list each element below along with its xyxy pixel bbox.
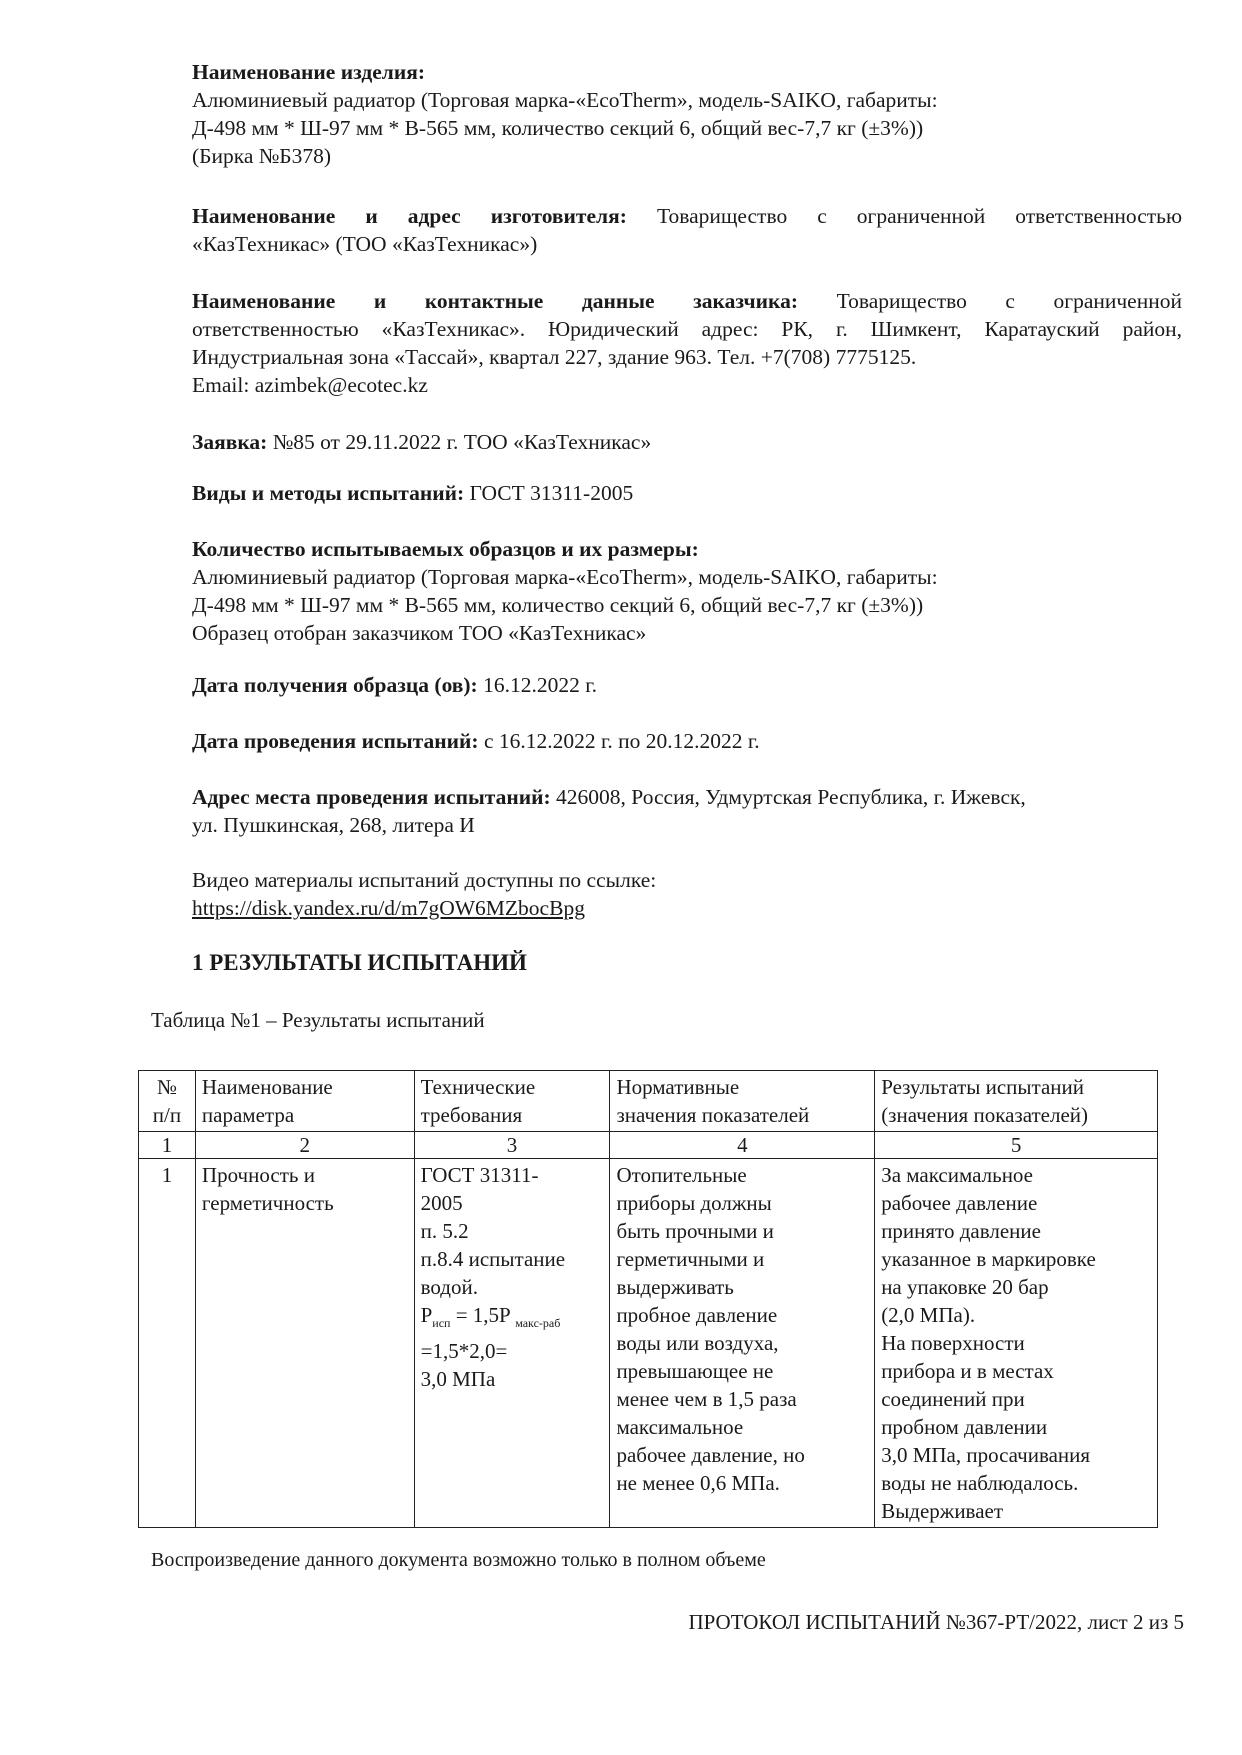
- customer-line1: [192, 287, 1182, 315]
- column-number: 5: [875, 1132, 1158, 1159]
- section-title: 1 РЕЗУЛЬТАТЫ ИСПЫТАНИЙ: [192, 950, 527, 975]
- protocol-footer: ПРОТОКОЛ ИСПЫТАНИЙ №367-РТ/2022, лист 2 из 5: [688, 1610, 1184, 1634]
- test-dates-value: с 16.12.2022 г. по 20.12.2022 г.: [483, 729, 760, 753]
- samples-section: [192, 535, 1182, 647]
- column-number: 3: [414, 1132, 610, 1159]
- column-number: 1: [139, 1132, 196, 1159]
- manufacturer-line2: «КазТехникас» (ТОО «КазТехникас»): [192, 232, 538, 256]
- test-address-line2: ул. Пушкинская, 268, литера И: [192, 813, 475, 837]
- samples-line: Д-498 мм * Ш-97 мм * В-565 мм, количество секций 6, общий вес-7,7 кг (±3%)): [192, 593, 924, 617]
- receipt-date-label: Дата получения образца (ов):: [192, 673, 478, 697]
- table-row: [139, 1159, 1158, 1528]
- test-address-section: [192, 783, 1182, 839]
- manufacturer-section: [192, 202, 1182, 258]
- manufacturer-label: Наименование и адрес изготовителя:: [192, 204, 627, 228]
- application-value: №85 от 29.11.2022 г. ТОО «КазТехникас»: [272, 430, 652, 454]
- customer-line: ответственностью «КазТехникас». Юридический адрес: РК, г. Шимкент, Каратауский район,: [192, 317, 1182, 341]
- customer-name: Товарищество с ограниченной: [836, 289, 1182, 313]
- table-column-numbers-row: [139, 1132, 1158, 1159]
- test-dates-section: [192, 727, 1182, 755]
- test-types-value: ГОСТ 31311-2005: [469, 481, 634, 505]
- product-line: Алюминиевый радиатор (Торговая марка-«EcoTherm», модель-SAIKO, габариты:: [192, 88, 938, 112]
- column-number: 2: [195, 1132, 414, 1159]
- column-number: 4: [610, 1132, 875, 1159]
- video-section: [192, 866, 1182, 922]
- application-label: Заявка:: [192, 430, 268, 454]
- product-line: (Бирка №Б378): [192, 144, 332, 168]
- header-cell-norms: Нормативные значения показателей: [610, 1071, 875, 1132]
- row-number: 1: [139, 1159, 196, 1528]
- customer-line: Индустриальная зона «Тассай», квартал 227, здание 963. Тел. +7(708) 7775125.: [192, 345, 917, 369]
- table-header-row: [139, 1071, 1158, 1132]
- samples-label: Количество испытываемых образцов и их размеры:: [192, 537, 699, 561]
- customer-label: Наименование и контактные данные заказчика:: [192, 289, 799, 313]
- receipt-date-value: 16.12.2022 г.: [483, 673, 597, 697]
- row-requirements: ГОСТ 31311- 2005 п. 5.2 п.8.4 испытание водой. $P_{исп} = 1,5P$ $_{макс-раб}$ =1,5*2,0= 3,0 МПа: [414, 1159, 610, 1528]
- test-address-line1: 426008, Россия, Удмуртская Республика, г. Ижевск,: [556, 785, 1026, 809]
- test-address-label: Адрес места проведения испытаний:: [192, 785, 551, 809]
- video-link[interactable]: https://disk.yandex.ru/d/m7gOW6MZbocBpg: [192, 896, 585, 920]
- product-line: Д-498 мм * Ш-97 мм * В-565 мм, количество секций 6, общий вес-7,7 кг (±3%)): [192, 116, 924, 140]
- product-label: Наименование изделия:: [192, 60, 426, 84]
- header-cell-requirements: Технические требования: [414, 1071, 610, 1132]
- receipt-date-section: [192, 671, 1182, 699]
- header-cell-number: № п/п: [139, 1071, 196, 1132]
- header-cell-parameter: Наименование параметра: [195, 1071, 414, 1132]
- row-results: За максимальное рабочее давление принято давление указанное в маркировке на упаковке 20 бар (2,0 МПа). На поверхности прибора и в местах соединений при пробном давлении 3,0 МПа, просачивания воды не наблюдалось. Выдерживает: [875, 1159, 1158, 1528]
- test-types-label: Виды и методы испытаний:: [192, 481, 465, 505]
- reproduction-note: Воспроизведение данного документа возможно только в полном объеме: [151, 1549, 766, 1571]
- samples-line: Образец отобран заказчиком ТОО «КазТехникас»: [192, 621, 647, 645]
- samples-line: Алюминиевый радиатор (Торговая марка-«EcoTherm», модель-SAIKO, габариты:: [192, 565, 938, 589]
- results-table: [138, 1070, 1158, 1528]
- manufacturer-line1: [192, 202, 1182, 230]
- customer-section: [192, 287, 1182, 399]
- manufacturer-name: Товарищество с ограниченной ответственностью: [656, 204, 1183, 228]
- test-types-section: [192, 479, 1182, 507]
- product-section: [192, 58, 1182, 170]
- customer-email: Email: azimbek@ecotec.kz: [192, 373, 428, 397]
- video-text: Видео материалы испытаний доступны по ссылке:: [192, 868, 657, 892]
- application-section: [192, 428, 1182, 456]
- header-cell-results: Результаты испытаний (значения показателей): [875, 1071, 1158, 1132]
- row-parameter: Прочность и герметичность: [195, 1159, 414, 1528]
- row-norms: Отопительные приборы должны быть прочными и герметичными и выдерживать пробное давление воды или воздуха, превышающее не менее чем в 1,5 раза максимальное рабочее давление, но не менее 0,6 МПа.: [610, 1159, 875, 1528]
- test-dates-label: Дата проведения испытаний:: [192, 729, 479, 753]
- pressure-formula: $P_{исп} = 1,5P$ $_{макс-раб}$: [420, 1303, 561, 1331]
- table-caption: Таблица №1 – Результаты испытаний: [151, 1008, 485, 1032]
